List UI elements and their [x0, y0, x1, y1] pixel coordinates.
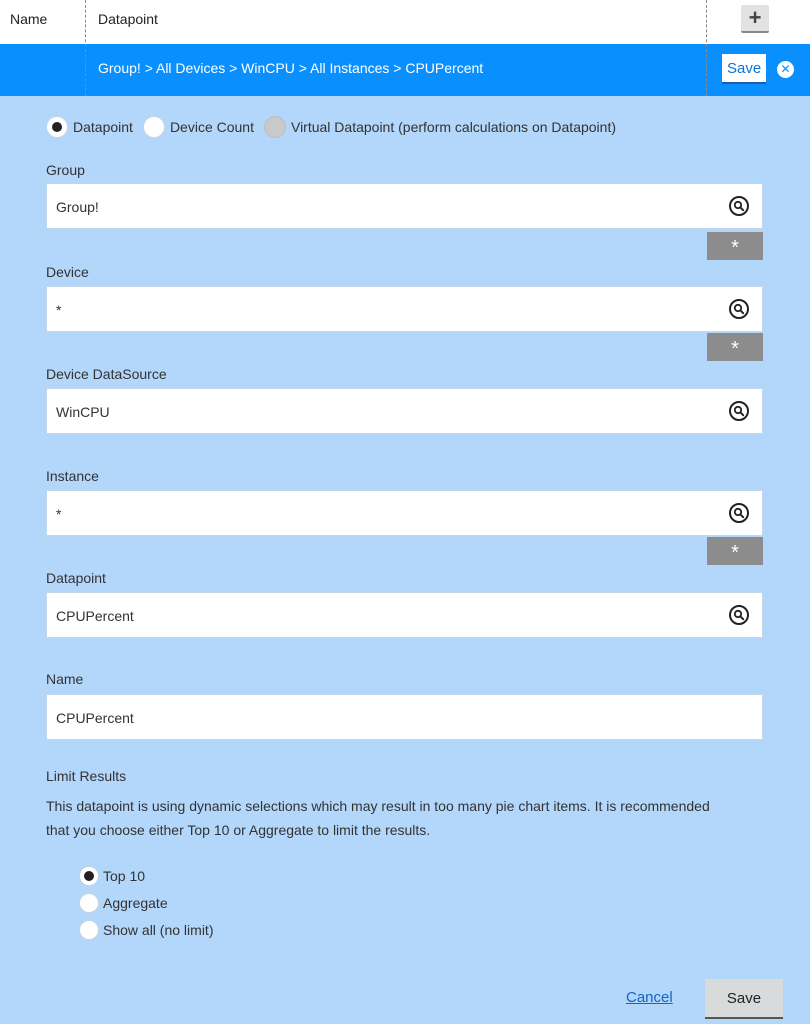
name-value: CPUPercent — [56, 710, 134, 726]
radio-show-all-label: Show all (no limit) — [103, 922, 214, 938]
search-icon[interactable] — [728, 400, 750, 422]
datapoint-field[interactable] — [46, 592, 763, 638]
datasource-value: WinCPU — [56, 404, 110, 420]
add-datapoint-button[interactable]: + — [741, 5, 769, 33]
radio-top10-label: Top 10 — [103, 868, 146, 884]
instance-wildcard-button[interactable]: * — [707, 537, 763, 565]
device-label: Device — [46, 264, 89, 280]
radio-datapoint-label: Datapoint — [73, 119, 133, 135]
radio-device-count[interactable] — [143, 116, 165, 138]
instance-label: Instance — [46, 468, 99, 484]
selected-table-row[interactable] — [0, 44, 810, 96]
radio-virtual-datapoint-label: Virtual Datapoint (perform calculations on Datapoint) — [290, 119, 617, 135]
device-value: * — [56, 302, 62, 318]
column-header-name: Name — [10, 11, 48, 27]
row-save-button[interactable]: Save — [722, 54, 766, 84]
group-wildcard-button[interactable]: * — [707, 232, 763, 260]
datapoint-label: Datapoint — [46, 570, 106, 586]
limit-results-title: Limit Results — [46, 768, 127, 784]
datapoint-path: Group! > All Devices > WinCPU > All Instances > CPUPercent — [98, 60, 484, 76]
device-wildcard-button[interactable]: * — [707, 333, 763, 361]
search-icon[interactable] — [728, 502, 750, 524]
radio-show-all[interactable] — [79, 920, 99, 940]
radio-top10[interactable] — [79, 866, 99, 886]
column-divider — [706, 0, 707, 96]
search-icon[interactable] — [728, 298, 750, 320]
cancel-link[interactable]: Cancel — [626, 989, 673, 1006]
limit-option-top10[interactable] — [79, 866, 145, 886]
radio-virtual-datapoint — [264, 116, 286, 138]
limit-option-aggregate[interactable] — [79, 893, 168, 913]
group-value: Group! — [56, 199, 99, 215]
close-icon[interactable]: ✕ — [777, 61, 794, 78]
table-header — [0, 0, 810, 44]
instance-field[interactable] — [46, 490, 763, 536]
datasource-field[interactable] — [46, 388, 763, 434]
name-input[interactable] — [46, 694, 763, 740]
column-divider — [85, 0, 86, 96]
search-icon[interactable] — [728, 195, 750, 217]
instance-value: * — [56, 506, 62, 522]
datapoint-value: CPUPercent — [56, 608, 134, 624]
limit-results-description: This datapoint is using dynamic selections which may result in too many pie chart items. It is recommended that you choose either Top 10 or Aggregate to limit the results. — [46, 798, 710, 838]
limit-option-show-all[interactable] — [79, 920, 213, 940]
radio-datapoint[interactable] — [46, 116, 68, 138]
search-icon[interactable] — [728, 604, 750, 626]
datapoint-type-radio-group — [46, 116, 626, 138]
radio-aggregate-label: Aggregate — [103, 895, 168, 911]
device-field[interactable] — [46, 286, 763, 332]
name-label: Name — [46, 671, 84, 687]
radio-device-count-label: Device Count — [169, 119, 254, 135]
group-label: Group — [46, 162, 85, 178]
column-header-datapoint: Datapoint — [98, 11, 158, 27]
group-field[interactable] — [46, 183, 763, 229]
save-button[interactable]: Save — [705, 979, 783, 1019]
radio-aggregate[interactable] — [79, 893, 99, 913]
datasource-label: Device DataSource — [46, 366, 167, 382]
